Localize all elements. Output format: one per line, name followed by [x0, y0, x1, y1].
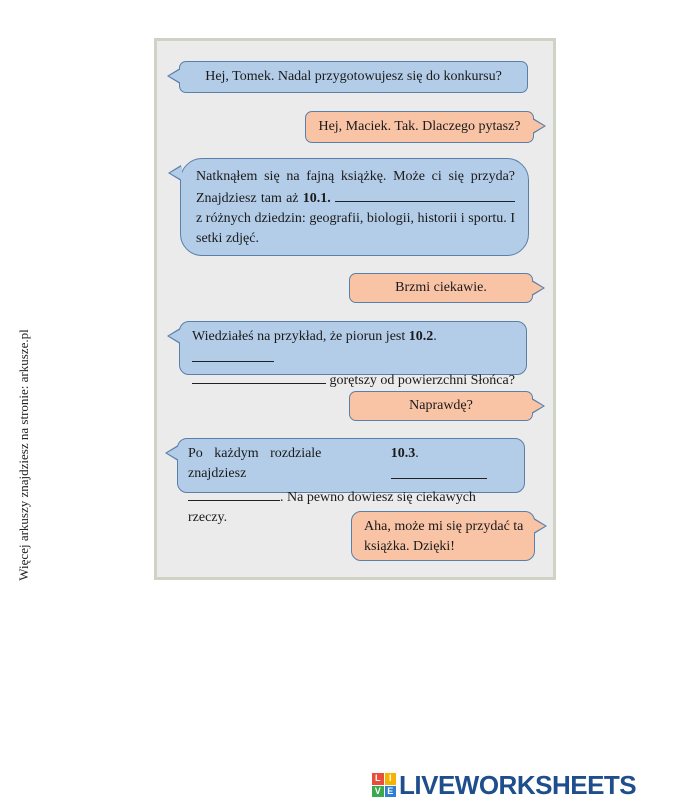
message-7: Po każdym rozdziale znajdziesz 10.3. . Na pewno dowiesz się ciekawych rzeczy. [177, 438, 525, 493]
message-7-text-b: . Na pewno dowiesz się ciekawych rzeczy. [188, 490, 476, 525]
gap-10-2-blank-b[interactable] [192, 369, 326, 384]
message-3-text-a: Natknąłem się na fajną książkę. Może ci się przyda? Znajdziesz tam aż [196, 169, 515, 206]
gap-10-3-label: 10.3 [390, 446, 416, 461]
message-3 [180, 158, 529, 256]
gap-10-2-blank-a[interactable] [192, 347, 274, 362]
message-5: Wiedziałeś na przykład, że piorun jest 10.2. gorętszy od powierzchni Słońca? [179, 321, 527, 375]
gap-10-3-blank-a[interactable] [391, 464, 487, 479]
message-1-text: Hej, Tomek. Nadal przygotowujesz się do konkursu? [205, 69, 502, 84]
gap-10-3-blank-b[interactable] [188, 486, 280, 501]
logo-text: LIVEWORKSHEETS [399, 769, 637, 800]
gap-10-1-label: 10.1. [302, 191, 331, 206]
message-6-text: Naprawdę? [409, 398, 473, 413]
gap-10-2-label: 10.2 [408, 329, 434, 344]
message-4-text: Brzmi ciekawie. [395, 280, 487, 295]
dialogue-sheet [154, 38, 556, 580]
message-2-text: Hej, Maciek. Tak. Dlaczego pytasz? [318, 119, 521, 134]
message-1 [179, 61, 528, 93]
liveworksheets-logo [372, 771, 636, 799]
message-3-text-b: z różnych dziedzin: geografii, biologii, historii i sportu. I setki zdjęć. [196, 211, 515, 246]
message-4 [349, 273, 533, 303]
logo-mark-e: E [385, 786, 397, 798]
message-8-text: Aha, może mi się przydać ta książka. Dzięki! [364, 519, 524, 554]
message-6 [349, 391, 533, 421]
side-note: Więcej arkuszy znajdziesz na stronie: arkusze.pl [16, 329, 31, 581]
message-7-text-a: Po każdym rozdziale znajdziesz [188, 446, 322, 481]
logo-mark-l: L [372, 773, 384, 785]
message-8 [351, 511, 535, 561]
logo-mark-v: V [372, 786, 384, 798]
message-2 [305, 111, 534, 143]
message-5-text-a: Wiedziałeś na przykład, że piorun jest [192, 329, 409, 344]
message-5-text-b: gorętszy od powierzchni Słońca? [329, 373, 515, 388]
logo-mark-icon [372, 773, 396, 797]
gap-10-1-blank[interactable] [335, 187, 515, 202]
logo-mark-i: I [385, 773, 397, 785]
